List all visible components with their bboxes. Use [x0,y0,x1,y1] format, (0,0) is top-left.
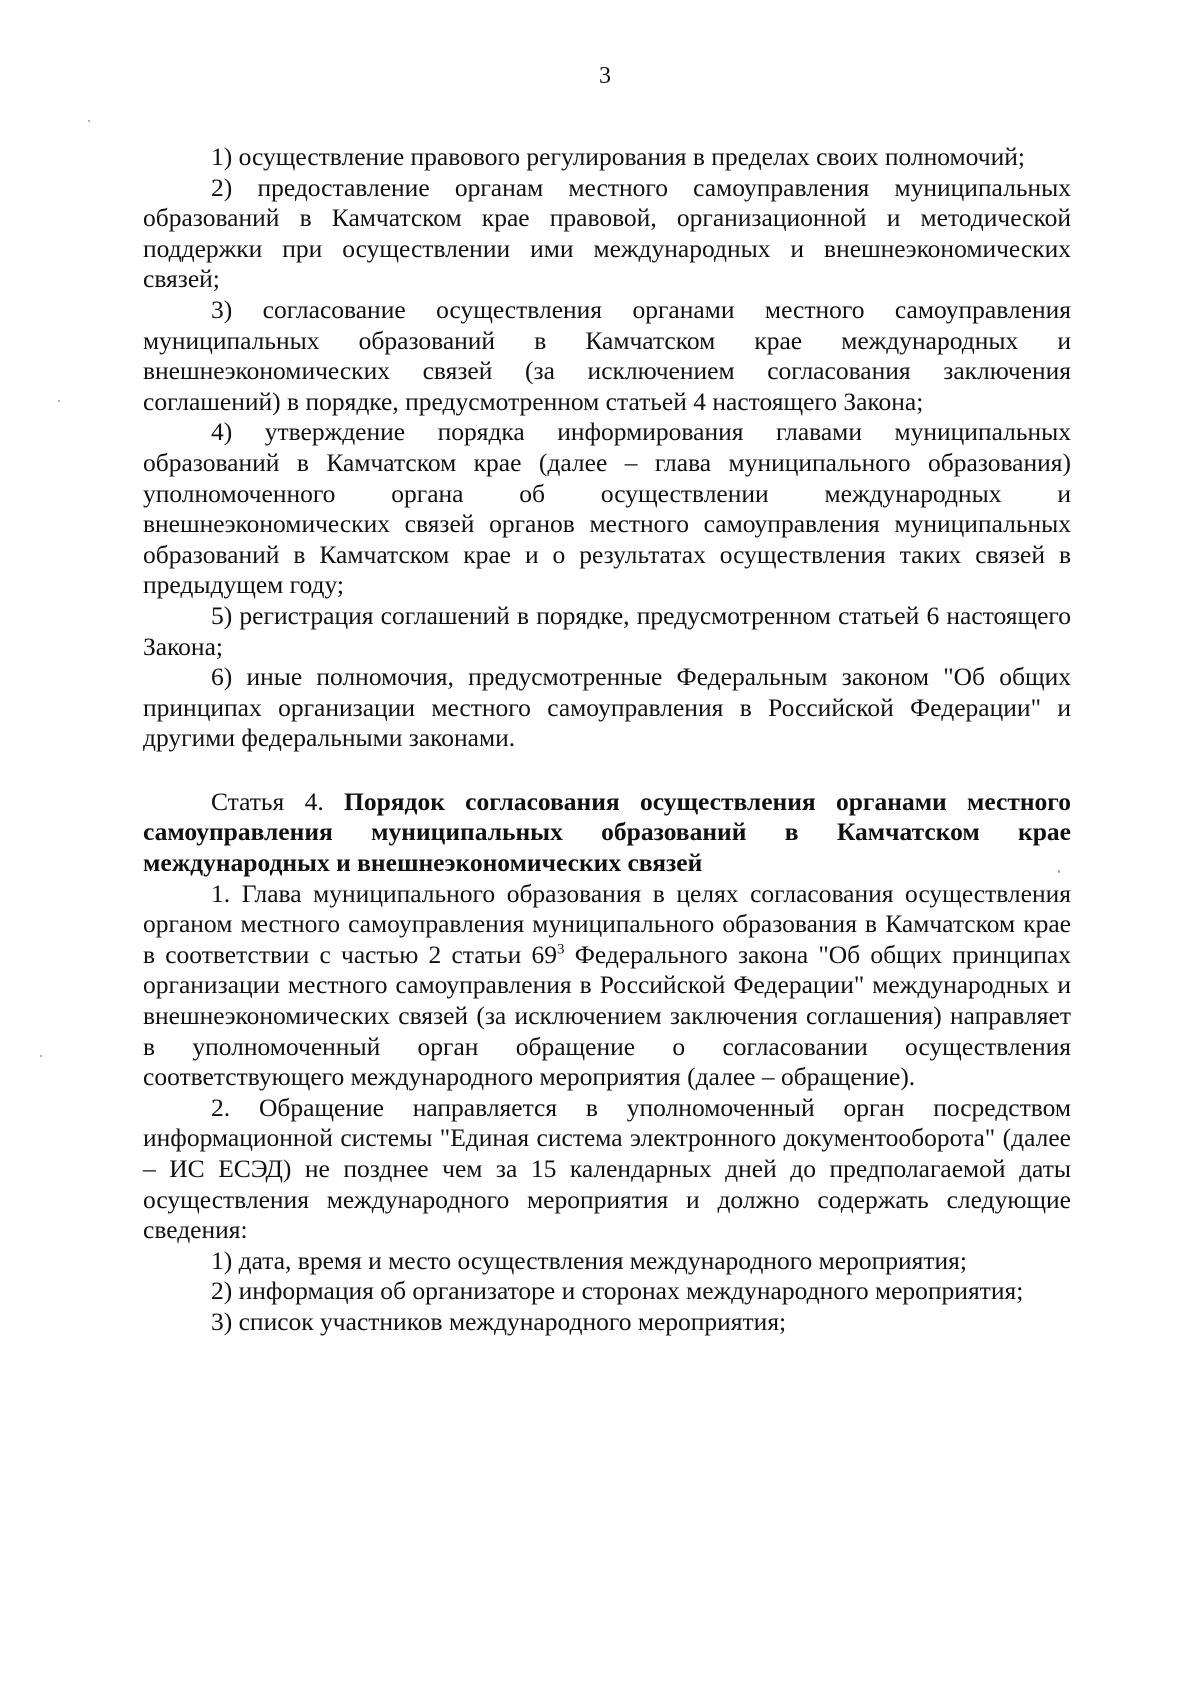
scan-speck [88,120,90,122]
clause-1-superscript: 3 [557,941,565,958]
clause-1-text-b: Федерального закона "Об общих принципах организации местного самоуправления в Российской Федерации" международных и внешнеэкономических связей (за исключением заключения соглашения) направляет в уполномоченный орган обращение о согласовании осуществления соответствующего международного мероприятия (далее – обращение). [143,939,1071,1092]
clause-2-item-1: 1) дата, время и место осуществления международного мероприятия; [211,1245,967,1275]
page-number: 3 [599,63,611,89]
clause-2-item-3: 3) список участников международного мероприятия; [211,1306,787,1336]
clause-1 [143,879,1071,1093]
clause-2: 2. Обращение направляется в уполномоченный орган посредством информационной системы "Единая система электронного документооборота" (далее – ИС ЕСЭД) не позднее чем за 15 календарных дней до предполагаемой даты осуществления международного мероприятия и должно содержать следующие сведения: [143,1092,1071,1245]
list-item-power-1: 1) осуществление правового регулирования в пределах своих полномочий; [211,142,1025,171]
article-heading [143,787,1071,879]
scan-speck [58,400,60,402]
clause-1-text-a: 1. Глава муниципального образования в целях согласования осуществления органом местного самоуправления муниципального образования в Камчатском крае в соответствии с частью 2 статьи 69 [143,878,1071,969]
document-body [143,142,1071,1338]
list-item-power-6: 6) иные полномочия, предусмотренные Федеральным законом "Об общих принципах организации местного самоуправления в Российской Федерации" и другими федеральными законами. [143,662,1071,753]
list-item-power-4: 4) утверждение порядка информирования главами муниципальных образований в Камчатском крае (далее – глава муниципального образования) уполномоченного органа об осуществлении международных и внешнеэкономических связей органов местного самоуправления муниципальных образований в Камчатском крае и о результатах осуществления таких связей в предыдущем году; [143,417,1071,600]
article-number: Статья 4. [211,786,324,816]
scan-speck [40,1055,42,1057]
scan-speck [1058,870,1060,873]
list-item-power-2: 2) предоставление органам местного самоуправления муниципальных образований в Камчатском крае правовой, организационной и методической поддержки при осуществлении ими международных и внешнеэкономических связей; [143,172,1071,294]
list-item-power-5: 5) регистрация соглашений в порядке, предусмотренном статьей 6 настоящего Закона; [143,600,1071,661]
article-title: Порядок согласования осуществления органами местного самоуправления муниципальных образований в Камчатском крае международных и внешнеэкономических связей [143,786,1072,878]
clause-2-item-2: 2) информация об организаторе и сторонах международного мероприятия; [211,1276,1024,1306]
list-item-power-3: 3) согласование осуществления органами местного самоуправления муниципальных образований в Камчатском крае международных и внешнеэкономических связей (за исключением согласования заключения соглашений) в порядке, предусмотренном статьей 4 настоящего Закона; [143,294,1071,416]
